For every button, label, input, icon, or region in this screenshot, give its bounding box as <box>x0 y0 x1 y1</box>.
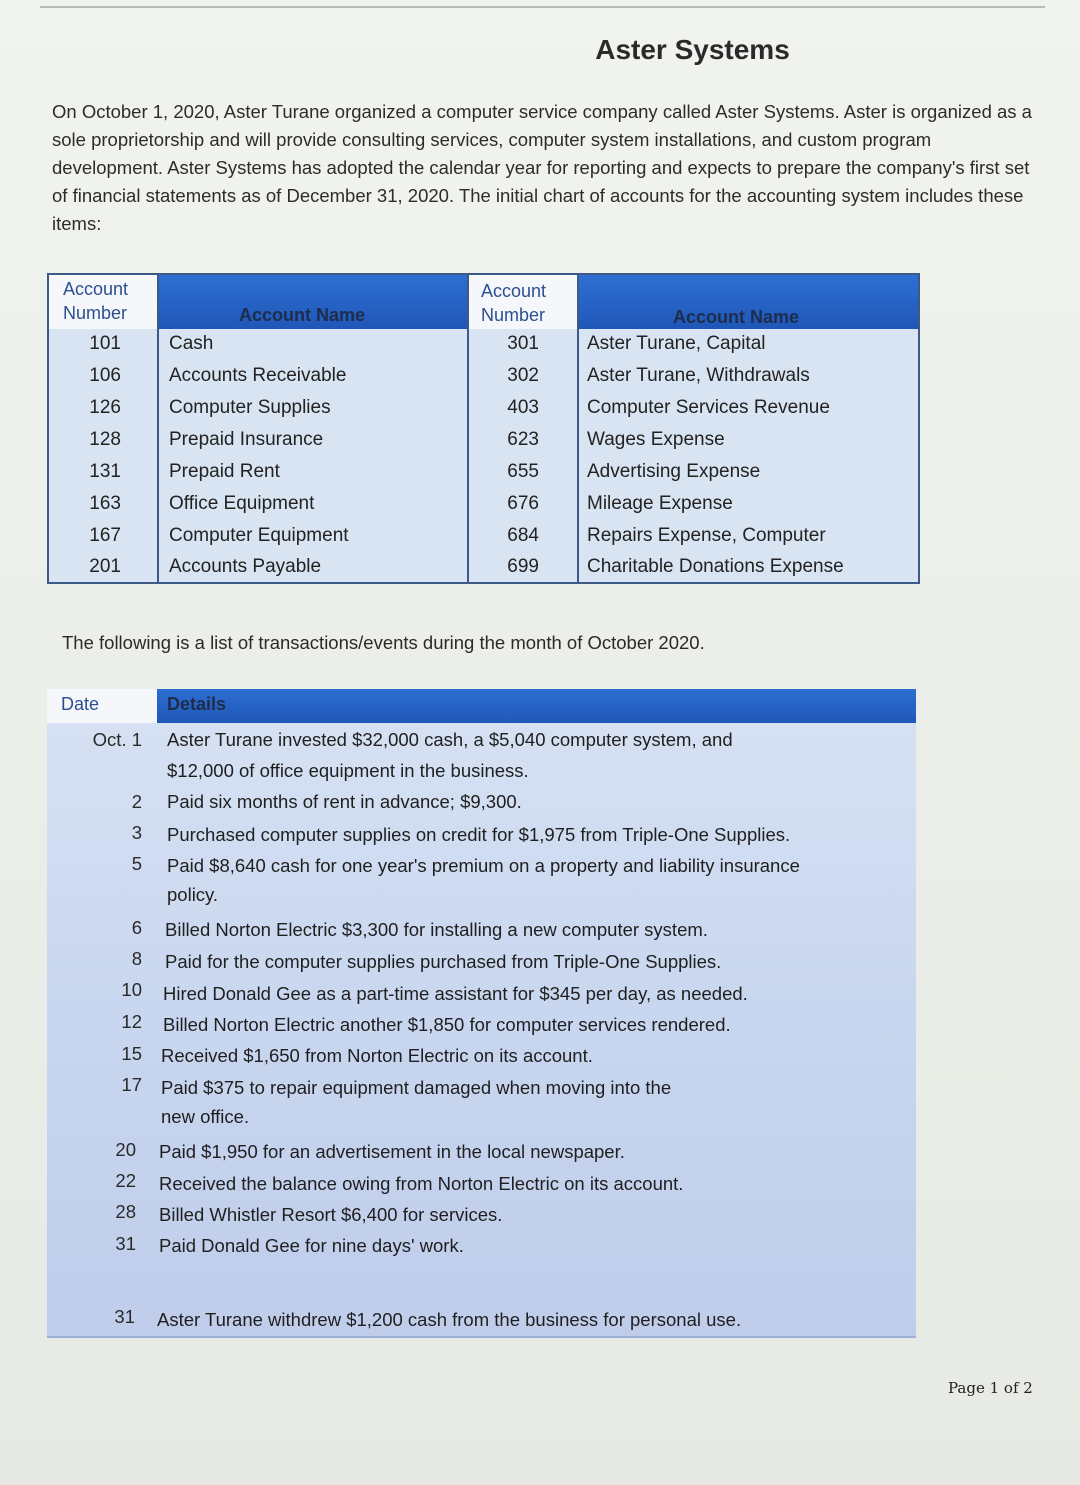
transaction-date: Oct. 1 <box>92 729 142 750</box>
account-name: Mileage Expense <box>587 493 733 514</box>
transaction-detail: Received the balance owing from Norton Electric on its account. <box>159 1173 684 1194</box>
transaction-detail: Paid $8,640 cash for one year's premium on a property and liability insurance <box>167 855 800 876</box>
account-name: Accounts Receivable <box>169 365 347 386</box>
account-number: 101 <box>89 333 121 354</box>
account-row <box>49 493 918 525</box>
transaction-date: 10 <box>121 979 142 1000</box>
transaction-detail: Hired Donald Gee as a part-time assistant for $345 per day, as needed. <box>163 983 748 1004</box>
page-title: Aster Systems <box>595 34 790 65</box>
account-number: 684 <box>507 525 539 546</box>
account-number: 126 <box>89 397 121 418</box>
account-name: Wages Expense <box>587 429 725 450</box>
account-name: Prepaid Insurance <box>169 429 324 450</box>
account-row <box>49 429 918 461</box>
transaction-date: 17 <box>121 1074 142 1095</box>
account-name: Computer Services Revenue <box>587 397 830 418</box>
transaction-detail: Billed Norton Electric another $1,850 for computer services rendered. <box>163 1014 731 1035</box>
account-name: Charitable Donations Expense <box>587 556 844 577</box>
header-text: Number <box>63 303 128 323</box>
account-row <box>49 365 918 397</box>
transaction-date: 20 <box>115 1139 136 1160</box>
account-number: 301 <box>507 333 539 354</box>
transaction-date: 28 <box>115 1201 136 1222</box>
transaction-detail: Paid for the computer supplies purchased from Triple-One Supplies. <box>165 951 722 972</box>
transaction-date: 3 <box>131 822 142 843</box>
transaction-date: 12 <box>121 1011 142 1032</box>
account-name: Aster Turane, Withdrawals <box>587 365 810 386</box>
transaction-date: 2 <box>131 791 142 812</box>
header-account-number-right <box>481 279 546 327</box>
intro-paragraph: On October 1, 2020, Aster Turane organized a computer service company called Aster Systems. Aster is organized as a sole proprietorship and will provide consulting services, computer system installations, and custom program development. Aster Systems has adopted the calendar year for reporting and expects to prepare the company's first set of financial statements as of December 31, 2020. The initial chart of accounts for the accounting system includes these items: <box>52 101 1032 234</box>
transaction-date: 31 <box>114 1306 135 1327</box>
transaction-detail: Billed Whistler Resort $6,400 for services. <box>159 1204 503 1225</box>
transaction-date: 15 <box>121 1043 142 1064</box>
transaction-date: 22 <box>115 1170 136 1191</box>
transaction-date: 6 <box>131 917 142 938</box>
transaction-detail: Aster Turane invested $32,000 cash, a $5,040 computer system, and <box>167 729 733 750</box>
header-text: Account <box>63 279 129 299</box>
header-details: Details <box>167 694 227 714</box>
account-row <box>49 525 918 557</box>
account-name: Repairs Expense, Computer <box>587 525 826 546</box>
account-number: 302 <box>507 365 539 386</box>
account-name: Accounts Payable <box>169 556 322 577</box>
account-number: 655 <box>507 461 539 482</box>
account-number: 167 <box>89 525 121 546</box>
transaction-detail: Purchased computer supplies on credit for $1,975 from Triple-One Supplies. <box>167 824 791 845</box>
account-row <box>49 397 918 429</box>
transaction-detail: Billed Norton Electric $3,300 for installing a new computer system. <box>165 919 708 940</box>
account-row <box>49 333 918 365</box>
account-number: 623 <box>507 429 539 450</box>
header-date: Date <box>61 694 100 714</box>
account-name: Advertising Expense <box>587 461 761 482</box>
transaction-detail: new office. <box>161 1106 250 1127</box>
account-number: 163 <box>89 493 121 514</box>
account-row <box>49 461 918 493</box>
transactions-intro: The following is a list of transactions/events during the month of October 2020. <box>62 632 705 653</box>
account-number: 676 <box>507 493 539 514</box>
transaction-detail: Received $1,650 from Norton Electric on its account. <box>161 1045 593 1066</box>
transaction-detail: Paid Donald Gee for nine days' work. <box>159 1235 464 1256</box>
chart-of-accounts-table <box>47 273 920 584</box>
transaction-date: 31 <box>115 1233 136 1254</box>
top-rule <box>40 6 1045 8</box>
account-number: 201 <box>89 556 121 577</box>
account-name: Computer Equipment <box>169 525 349 546</box>
account-name: Cash <box>169 333 214 354</box>
account-number: 106 <box>89 365 121 386</box>
transaction-detail: Paid $1,950 for an advertisement in the local newspaper. <box>159 1141 625 1162</box>
account-name: Computer Supplies <box>169 397 331 418</box>
transaction-detail: Paid $375 to repair equipment damaged when moving into the <box>161 1077 672 1098</box>
transaction-date: 5 <box>131 853 142 874</box>
header-account-name-left: Account Name <box>239 305 366 325</box>
account-number: 699 <box>507 556 539 577</box>
account-number: 403 <box>507 397 539 418</box>
account-name: Prepaid Rent <box>169 461 280 482</box>
header-text: Number <box>481 305 546 325</box>
account-number: 131 <box>89 461 121 482</box>
header-account-name-right: Account Name <box>673 307 800 327</box>
transaction-detail: $12,000 of office equipment in the business. <box>167 760 529 781</box>
transactions-table <box>47 689 916 1338</box>
header-text: Account <box>481 281 547 301</box>
account-number: 128 <box>89 429 121 450</box>
account-name: Aster Turane, Capital <box>587 333 766 354</box>
transaction-detail: Aster Turane withdrew $1,200 cash from the business for personal use. <box>157 1309 742 1330</box>
transaction-detail: Paid six months of rent in advance; $9,300. <box>167 791 522 812</box>
account-name: Office Equipment <box>169 493 315 514</box>
page-number: Page 1 of 2 <box>948 1379 1033 1397</box>
account-row <box>49 556 918 588</box>
header-account-number-left <box>63 277 128 325</box>
transaction-date: 8 <box>131 948 142 969</box>
transaction-detail: policy. <box>167 884 219 905</box>
